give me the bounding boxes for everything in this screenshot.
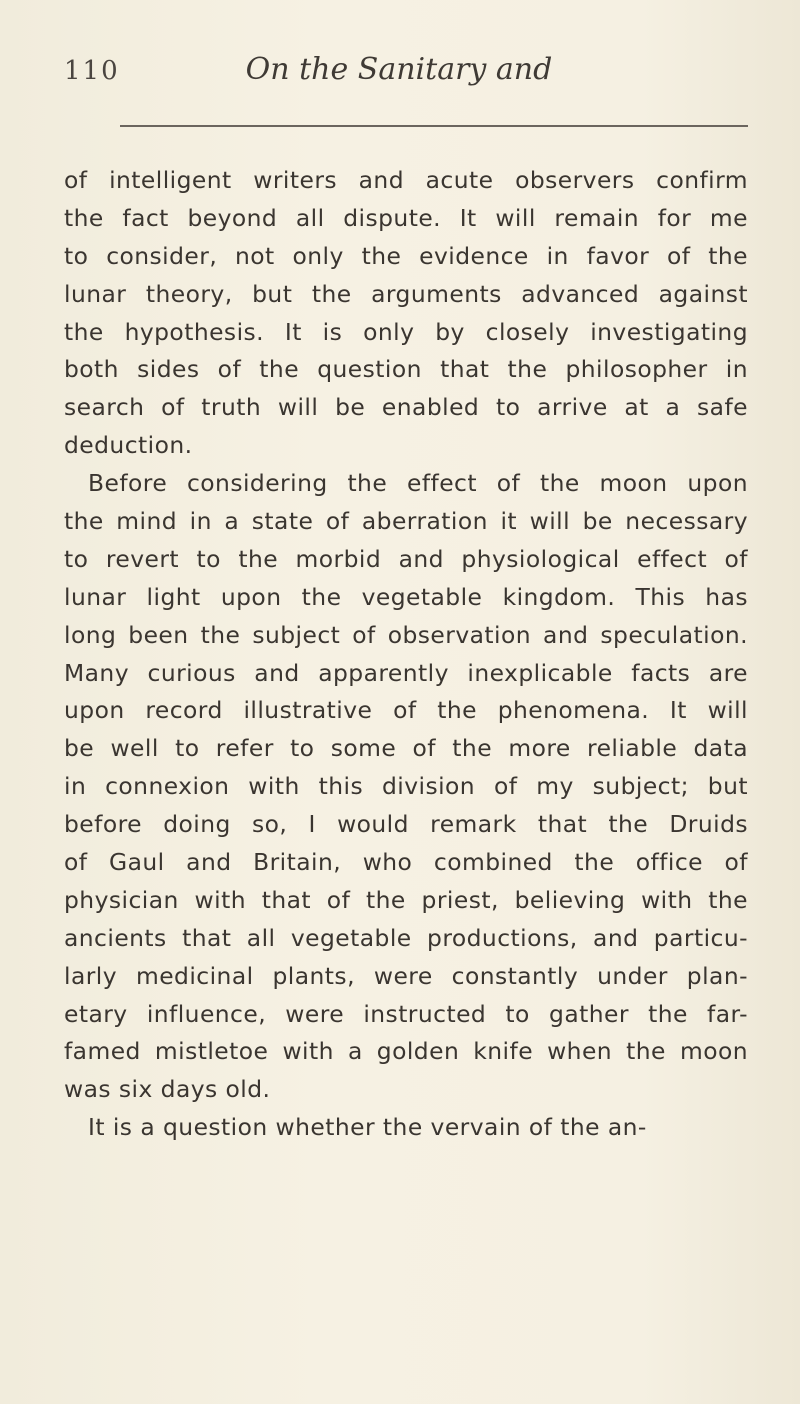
text-line: was six days old. [64, 1075, 271, 1104]
text-line: to consider, not only the evidence in favor of the [64, 241, 748, 270]
text-line: of Gaul and Britain, who combined the office of [64, 848, 748, 877]
text-line: physician with that of the priest, believing with the [64, 885, 748, 914]
text-line: of intelligent writers and acute observers confirm [64, 166, 748, 194]
text-line: both sides of the question that the philosopher in [64, 355, 748, 384]
text-line: upon record illustrative of the phenomena. It will [64, 696, 748, 725]
running-head [64, 52, 734, 92]
text-line: to revert to the morbid and physiological effect of [64, 544, 748, 573]
text-line: Many curious and apparently inexplicable facts are [64, 658, 748, 687]
header-rule [120, 125, 748, 127]
text-line: It is a question whether the vervain of the an- [88, 1113, 647, 1142]
text-line: search of truth will be enabled to arrive at a safe [64, 393, 748, 422]
text-line: in connexion with this division of my subject; but [64, 772, 748, 801]
text-line: Before considering the effect of the moon upon [88, 469, 748, 498]
text-line: the fact beyond all dispute. It will remain for me [64, 203, 748, 232]
page-number: 110 [64, 56, 120, 86]
text-line: the hypothesis. It is only by closely investigating [64, 317, 748, 346]
text-line: lunar light upon the vegetable kingdom. This has [64, 582, 748, 611]
text-line: long been the subject of observation and speculation. [64, 620, 748, 649]
running-title: On the Sanitary and [245, 52, 553, 87]
text-line: ancients that all vegetable productions, and particu- [64, 923, 748, 952]
text-line: deduction. [64, 431, 193, 460]
text-line: before doing so, I would remark that the Druids [64, 810, 748, 839]
text-line: lunar theory, but the arguments advanced against [64, 279, 748, 308]
paragraph [64, 162, 748, 465]
text-line: etary influence, were instructed to gather the far- [64, 999, 748, 1028]
text-line: larly medicinal plants, were constantly under plan- [64, 961, 748, 990]
paragraph [64, 1109, 748, 1147]
text-line: be well to refer to some of the more reliable data [64, 734, 748, 763]
paragraph [64, 465, 748, 1109]
text-line: famed mistletoe with a golden knife when the moon [64, 1037, 748, 1066]
text-line: the mind in a state of aberration it will be necessary [64, 507, 748, 536]
body-text [64, 162, 748, 1147]
